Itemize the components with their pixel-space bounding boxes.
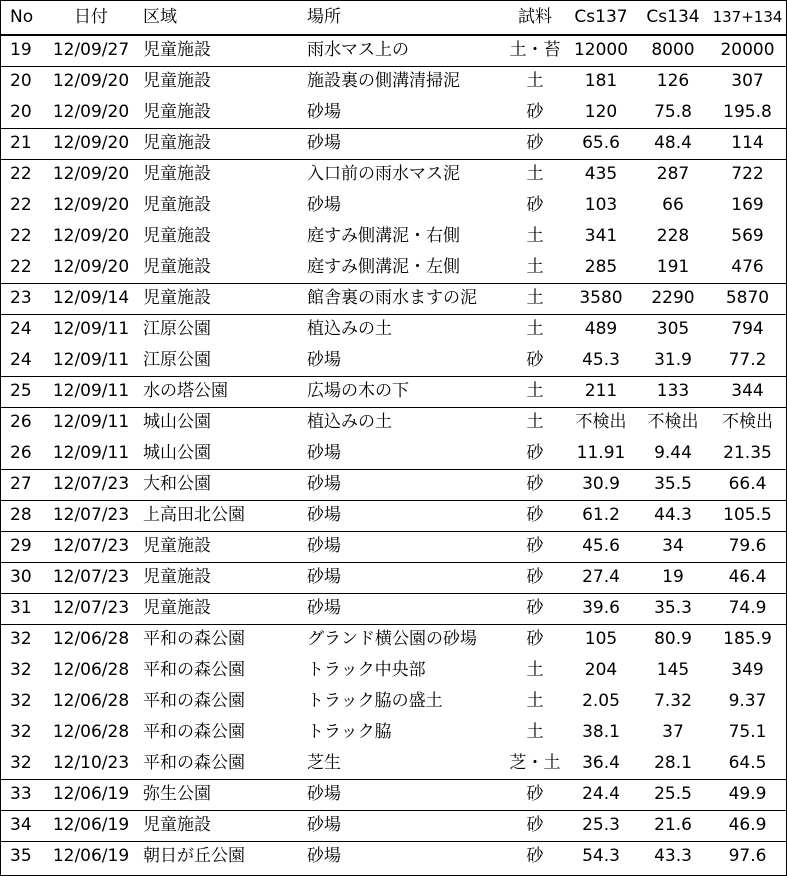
table-row [1, 190, 786, 221]
cell-date: 12/07/23 [45, 469, 137, 500]
cell-sum: 169 [731, 195, 764, 215]
cell-date: 12/06/19 [45, 779, 137, 810]
table-body [1, 35, 786, 872]
cell-cs134: 不検出 [637, 407, 709, 438]
table-row [1, 531, 786, 562]
cell-sample: 土・苔 [509, 40, 561, 61]
table-row [1, 35, 786, 66]
table-row [1, 655, 786, 686]
cell-date: 12/09/11 [45, 407, 137, 438]
cell-area: 児童施設 [143, 101, 211, 122]
cell-sample: 砂 [526, 195, 544, 215]
table-row [1, 469, 786, 500]
cell-area: 平和の森公園 [143, 691, 245, 711]
cell-cs137: 341 [584, 226, 618, 246]
cell-no: 20 [1, 66, 45, 97]
cell-date: 12/09/11 [45, 314, 137, 345]
table-row [1, 314, 786, 345]
cell-no: 28 [1, 500, 45, 531]
cell-cs137: 2.05 [582, 691, 620, 711]
cell-date: 12/09/11 [45, 376, 137, 407]
cell-cs137: 24.4 [565, 779, 637, 810]
cell-cs134: 75.8 [654, 101, 692, 122]
cell-place: 砂場 [301, 128, 505, 159]
cell-area: 平和の森公園 [143, 722, 245, 742]
cell-place: 砂場 [301, 469, 505, 500]
cell-cs134: 305 [637, 314, 709, 345]
cell-sum: 722 [709, 159, 786, 190]
cell-no: 27 [1, 469, 45, 500]
cell-area: 平和の森公園 [143, 660, 245, 680]
cell-cs137: 65.6 [565, 128, 637, 159]
cell-sample: 砂 [505, 469, 565, 500]
cell-date: 12/09/11 [52, 349, 130, 370]
header-cs137: Cs137 [565, 1, 637, 35]
cell-sum: 46.4 [709, 562, 786, 593]
cell-cs134: 48.4 [637, 128, 709, 159]
cell-sample: 砂 [526, 101, 544, 122]
table-row [1, 407, 786, 438]
cell-cs134: 7.32 [654, 691, 692, 711]
cell-date: 12/09/20 [45, 159, 137, 190]
cell-cs137: 181 [565, 66, 637, 97]
cell-sample: 土 [505, 376, 565, 407]
table-row [1, 345, 786, 376]
cell-sample: 砂 [505, 593, 565, 624]
table-row [1, 562, 786, 593]
cell-sum: 476 [731, 256, 764, 277]
cell-sample: 土 [505, 314, 565, 345]
cell-no: 30 [1, 562, 45, 593]
cell-place: 砂場 [301, 841, 505, 872]
cell-no: 32 [10, 691, 32, 711]
cell-cs134: 145 [656, 660, 690, 680]
cell-cs137: 211 [565, 376, 637, 407]
cell-place: 施設裏の側溝清掃泥 [301, 66, 505, 97]
cell-cs134: 25.5 [637, 779, 709, 810]
cell-date: 12/07/23 [45, 500, 137, 531]
cell-cs134: 80.9 [637, 624, 709, 655]
cell-place: 庭すみ側溝泥・左側 [307, 256, 460, 277]
cell-no: 26 [1, 407, 45, 438]
cell-cs137: 不検出 [565, 407, 637, 438]
table-row [1, 128, 786, 159]
cell-cs134: 8000 [651, 40, 695, 61]
cell-no: 23 [1, 283, 45, 314]
cell-cs134: 287 [637, 159, 709, 190]
cell-cs134: 21.6 [637, 810, 709, 841]
cell-place: 砂場 [307, 349, 341, 370]
cell-date: 12/07/23 [45, 593, 137, 624]
cell-sum: 344 [709, 376, 786, 407]
cell-area: 児童施設 [137, 159, 301, 190]
cell-cs137: 25.3 [565, 810, 637, 841]
cell-date: 12/09/20 [52, 226, 130, 246]
cell-no: 32 [10, 660, 32, 680]
cell-sum: 64.5 [728, 752, 767, 773]
table-row [1, 500, 786, 531]
cell-date: 12/09/20 [45, 128, 137, 159]
table-row [1, 686, 786, 717]
cell-sample: 砂 [505, 779, 565, 810]
cell-place: 植込みの土 [301, 314, 505, 345]
cell-sample: 土 [505, 407, 565, 438]
cell-cs137: 204 [584, 660, 618, 680]
cell-cs137: 61.2 [565, 500, 637, 531]
cell-sum: 105.5 [709, 500, 786, 531]
cell-no: 35 [1, 841, 45, 872]
cell-sample: 砂 [505, 624, 565, 655]
cell-sample: 砂 [505, 128, 565, 159]
table-row [1, 97, 786, 128]
cell-date: 12/09/27 [52, 40, 130, 61]
cell-cs134: 35.3 [637, 593, 709, 624]
cell-sum: 349 [731, 660, 764, 680]
cell-sum: 20000 [720, 40, 775, 61]
cell-cs137: 11.91 [576, 442, 626, 463]
measurement-table [1, 1, 786, 872]
cell-area: 児童施設 [137, 128, 301, 159]
cell-place: 芝生 [307, 752, 341, 773]
cell-sum: 不検出 [709, 407, 786, 438]
table-row [1, 717, 786, 748]
cell-sum: 66.4 [709, 469, 786, 500]
cell-cs137: 120 [584, 101, 618, 122]
cell-date: 12/09/11 [52, 442, 130, 463]
cell-area: 城山公園 [137, 407, 301, 438]
cell-cs137: 30.9 [565, 469, 637, 500]
cell-cs137: 39.6 [565, 593, 637, 624]
cell-cs134: 28.1 [654, 752, 692, 773]
cell-cs134: 228 [656, 226, 690, 246]
table-row [1, 810, 786, 841]
cell-area: 児童施設 [143, 256, 211, 277]
cell-place: 砂場 [301, 531, 505, 562]
cell-sum: 97.6 [709, 841, 786, 872]
cell-date: 12/06/19 [45, 810, 137, 841]
cell-sample: 砂 [505, 562, 565, 593]
cell-area: 平和の森公園 [137, 624, 301, 655]
cell-area: 上高田北公園 [137, 500, 301, 531]
cell-sum: 75.1 [728, 722, 767, 742]
table-row [1, 221, 786, 252]
cell-cs134: 126 [637, 66, 709, 97]
table-header [1, 1, 786, 35]
cell-no: 33 [1, 779, 45, 810]
cell-cs134: 19 [637, 562, 709, 593]
cell-cs134: 191 [656, 256, 690, 277]
cell-no: 32 [1, 624, 45, 655]
cell-place: 砂場 [301, 500, 505, 531]
cell-place: グランド横公園の砂場 [301, 624, 505, 655]
cell-sum: 46.9 [709, 810, 786, 841]
cell-cs137: 54.3 [565, 841, 637, 872]
cell-no: 24 [1, 314, 45, 345]
table-row [1, 748, 786, 779]
cell-no: 20 [10, 101, 32, 122]
header-row [1, 1, 786, 35]
cell-date: 12/06/28 [52, 660, 130, 680]
cell-sum: 77.2 [728, 349, 767, 370]
cell-place: トラック脇 [307, 722, 392, 742]
cell-cs137: 3580 [565, 283, 637, 314]
cell-place: 砂場 [301, 810, 505, 841]
cell-area: 大和公園 [137, 469, 301, 500]
cell-area: 児童施設 [143, 195, 211, 215]
cell-cs137: 285 [584, 256, 618, 277]
cell-sum: 9.37 [728, 691, 767, 711]
cell-area: 児童施設 [137, 562, 301, 593]
table-row [1, 438, 786, 469]
cell-area: 城山公園 [143, 442, 211, 463]
cell-place: 砂場 [301, 562, 505, 593]
header-date: 日付 [45, 1, 137, 35]
cell-area: 児童施設 [143, 226, 211, 246]
cell-sample: 土 [526, 691, 544, 711]
cell-date: 12/07/23 [45, 531, 137, 562]
cell-date: 12/09/20 [52, 195, 130, 215]
cell-cs137: 45.3 [582, 349, 620, 370]
cell-place: 砂場 [301, 779, 505, 810]
cell-cs137: 489 [565, 314, 637, 345]
cell-date: 12/09/20 [45, 66, 137, 97]
cell-sum: 195.8 [723, 101, 772, 122]
cell-cs134: 66 [662, 195, 684, 215]
cell-sample: 土 [505, 283, 565, 314]
cell-sum: 49.9 [709, 779, 786, 810]
cell-cs134: 43.3 [637, 841, 709, 872]
cell-place: 広場の木の下 [301, 376, 505, 407]
cell-sum: 307 [709, 66, 786, 97]
cell-cs134: 2290 [637, 283, 709, 314]
table-row [1, 283, 786, 314]
cell-sample: 砂 [526, 442, 544, 463]
cell-no: 22 [10, 226, 32, 246]
cell-area: 児童施設 [137, 283, 301, 314]
cell-place: 砂場 [301, 593, 505, 624]
cell-cs137: 36.4 [582, 752, 620, 773]
cell-sample: 芝・土 [509, 752, 561, 773]
cell-sum: 79.6 [709, 531, 786, 562]
cell-date: 12/06/28 [52, 691, 130, 711]
cell-no: 22 [10, 195, 32, 215]
cell-place: 館舎裏の雨水ますの泥 [301, 283, 505, 314]
cell-sample: 砂 [505, 841, 565, 872]
table-row [1, 159, 786, 190]
cell-cs134: 31.9 [654, 349, 692, 370]
cell-place: 砂場 [307, 442, 341, 463]
cell-area: 江原公園 [137, 314, 301, 345]
cell-area: 江原公園 [143, 349, 211, 370]
cell-date: 12/06/28 [52, 722, 130, 742]
cell-cs134: 35.5 [637, 469, 709, 500]
cell-cs137: 103 [584, 195, 618, 215]
cell-no: 32 [10, 722, 32, 742]
cell-no: 24 [10, 349, 32, 370]
cell-cs137: 12000 [573, 40, 629, 61]
cell-place: 植込みの土 [301, 407, 505, 438]
cell-sample: 土 [526, 226, 544, 246]
table-row [1, 376, 786, 407]
cell-sample: 土 [505, 66, 565, 97]
cell-sum: 185.9 [709, 624, 786, 655]
cell-place: 砂場 [307, 101, 341, 122]
cell-date: 12/07/23 [45, 562, 137, 593]
cell-cs134: 133 [637, 376, 709, 407]
header-area: 区域 [137, 1, 301, 35]
cell-sample: 砂 [505, 810, 565, 841]
cell-date: 12/09/20 [52, 101, 130, 122]
cell-no: 26 [10, 442, 32, 463]
cell-sum: 794 [709, 314, 786, 345]
cell-place: 入口前の雨水マス泥 [301, 159, 505, 190]
cell-sample: 砂 [526, 349, 544, 370]
cell-area: 水の塔公園 [137, 376, 301, 407]
header-cs134: Cs134 [637, 1, 709, 35]
cell-place: 雨水マス上の [307, 40, 409, 61]
cell-no: 34 [1, 810, 45, 841]
cell-place: トラック脇の盛土 [307, 691, 443, 711]
cell-no: 22 [1, 159, 45, 190]
cell-no: 25 [1, 376, 45, 407]
cell-cs137: 27.4 [565, 562, 637, 593]
cell-cs137: 45.6 [565, 531, 637, 562]
cell-no: 22 [10, 256, 32, 277]
cell-cs137: 105 [565, 624, 637, 655]
cell-no: 32 [10, 752, 32, 773]
cell-no: 21 [1, 128, 45, 159]
cell-date: 12/06/19 [45, 841, 137, 872]
cell-area: 児童施設 [143, 40, 211, 61]
cell-area: 朝日が丘公園 [137, 841, 301, 872]
cell-no: 19 [10, 40, 32, 61]
cell-sum: 5870 [709, 283, 786, 314]
cell-area: 児童施設 [137, 593, 301, 624]
table-row [1, 593, 786, 624]
cell-area: 児童施設 [137, 810, 301, 841]
cell-cs137: 38.1 [582, 722, 620, 742]
table-row [1, 841, 786, 872]
cell-place: トラック中央部 [307, 660, 426, 680]
cell-area: 児童施設 [137, 531, 301, 562]
cell-date: 12/10/23 [52, 752, 130, 773]
table-row [1, 779, 786, 810]
cell-area: 弥生公園 [137, 779, 301, 810]
cell-sum: 569 [731, 226, 764, 246]
cell-area: 平和の森公園 [143, 752, 245, 773]
cell-cs134: 37 [662, 722, 684, 742]
table-row [1, 252, 786, 283]
cell-sum: 74.9 [709, 593, 786, 624]
cell-cs134: 9.44 [654, 442, 692, 463]
header-no: No [1, 1, 45, 35]
cell-place: 砂場 [307, 195, 341, 215]
cell-cs134: 34 [637, 531, 709, 562]
table-row [1, 66, 786, 97]
cell-sum: 114 [709, 128, 786, 159]
cell-sample: 土 [526, 660, 544, 680]
header-sum: 137+134 [709, 1, 786, 35]
cell-date: 12/09/14 [45, 283, 137, 314]
cell-sample: 砂 [505, 531, 565, 562]
header-sample: 試料 [505, 1, 565, 35]
cell-cs134: 44.3 [637, 500, 709, 531]
header-place: 場所 [301, 1, 505, 35]
cell-cs137: 435 [565, 159, 637, 190]
cell-date: 12/06/28 [45, 624, 137, 655]
cell-sample: 砂 [505, 500, 565, 531]
cell-place: 庭すみ側溝泥・右側 [307, 226, 460, 246]
cell-no: 31 [1, 593, 45, 624]
table-row [1, 624, 786, 655]
cell-date: 12/09/20 [52, 256, 130, 277]
cell-sample: 土 [526, 722, 544, 742]
cell-sum: 21.35 [723, 442, 772, 463]
cell-no: 29 [1, 531, 45, 562]
cell-area: 児童施設 [137, 66, 301, 97]
cell-sample: 土 [505, 159, 565, 190]
cell-sample: 土 [526, 256, 544, 277]
